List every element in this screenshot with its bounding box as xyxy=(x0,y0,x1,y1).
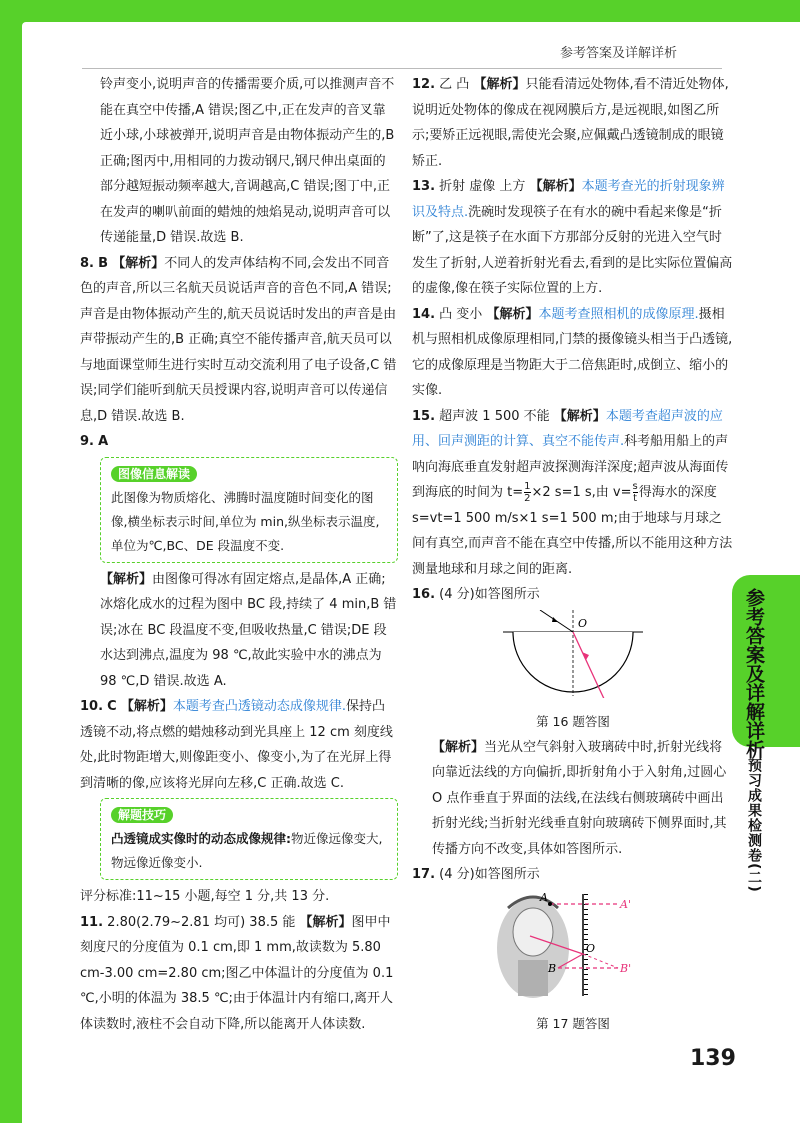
q9-answer: A xyxy=(98,434,109,449)
side-tab-label: 参考答案及详解详析 xyxy=(743,588,765,759)
figure-17-caption: 第 17 题答图 xyxy=(536,1016,610,1031)
incident-arrow xyxy=(552,617,558,622)
q11-block xyxy=(80,910,398,1038)
q14-number: 14. xyxy=(412,306,436,322)
q10-analysis-tag: 【解析】 xyxy=(120,699,173,714)
tips-text: 物近像远像变大,物远像近像变小. xyxy=(111,831,383,870)
figure-16-label-o: O xyxy=(578,616,588,630)
figure-16-caption: 第 16 题答图 xyxy=(536,714,610,729)
q15-analysis-3: =1 s,由 v= xyxy=(561,485,632,500)
figure-17-diagram xyxy=(488,890,658,1000)
header-rule xyxy=(82,68,722,69)
q17-number: 17. xyxy=(412,867,436,882)
q9-analysis-block xyxy=(80,567,398,695)
q11-number: 11. xyxy=(80,914,104,930)
q16-analysis-block xyxy=(412,735,734,863)
q12-block xyxy=(412,72,734,174)
q12-number: 12. xyxy=(412,77,436,92)
q10-analysis: 保持凸透镜不动,将点燃的蜡烛移动到光具座上 12 cm 刻度线处,此时物距增大,则像距变小、像变小,为了在光屏上得到清晰的像,应该将光屏向左移,C 正确.故选 C. xyxy=(80,699,393,791)
q10-number: 10. xyxy=(80,699,104,714)
q17-heading: (4 分)如答图所示 xyxy=(439,867,540,882)
q17-head xyxy=(412,862,734,888)
q13-answer: 折射 虚像 上方 xyxy=(439,179,526,194)
q16-number: 16. xyxy=(412,587,436,602)
label-b-prime: B' xyxy=(620,961,632,975)
q15-analysis-1: 科考船用船上的声呐向海底垂直发射超声波探测海洋深度;超声波从海面传到海底的时间为 t= xyxy=(412,434,729,500)
q15-analysis-5: =1 500 m;由于地球与月球之间有真空,而声音不能在真空中传播,所以不能用这种方法测量地球和月球之间的距离. xyxy=(412,510,733,577)
q8-analysis: 不同人的发声体结构不同,会发出不同音色的声音,所以三名航天员说话声音的音色不同,A 错误;声音是由物体振动产生的,航天员说话时发出的声音是由声带振动产生的,B 正确;真空不能传播声音,航天员可以与地面课堂师生进行实时互动交流利用了电子设备,C 错误;同学们能听到航天员授课内容,说明声音可以传递信息,D 错误.故选 B. xyxy=(80,255,397,424)
q11-analysis-tag: 【解析】 xyxy=(299,914,352,930)
q12-analysis-tag: 【解析】 xyxy=(473,77,526,92)
exit-ray xyxy=(598,686,606,698)
label-a: A xyxy=(540,890,548,904)
q8-number: 8. xyxy=(80,255,94,271)
q14-topic: 本题考查照相机的成像原理. xyxy=(538,306,699,322)
label-a-prime: A' xyxy=(620,897,631,911)
image-info-tag: 图像信息解读 xyxy=(111,466,197,482)
q16-analysis-tag: 【解析】 xyxy=(432,739,485,755)
label-o: O xyxy=(586,941,596,955)
q15-number: 15. xyxy=(412,408,436,424)
q9-analysis-tag: 【解析】 xyxy=(100,571,153,587)
q15-analysis-tag: 【解析】 xyxy=(553,408,606,424)
q11-analysis: 图甲中刻度尺的分度值为 0.1 cm,即 1 mm,故读数为 5.80 cm-3.00 cm=2.80 cm;图乙中体温计的分度值为 0.1 ℃,小明的体温为 38.5 ℃;由于体温计内有缩口,离开人体读数时,液柱不会自动下降,所以能离开人体读数. xyxy=(80,914,394,1032)
q14-block xyxy=(412,302,734,404)
figure-16 xyxy=(412,610,734,708)
q15-analysis-4: 得海水的深度 s=vt=1 500 m/s×1 s xyxy=(412,485,717,526)
side-subtitle: 预习成果检测卷(二) xyxy=(746,758,762,893)
scoring-standard: 评分标准:11~15 小题,每空 1 分,共 13 分. xyxy=(80,889,330,904)
q13-analysis-tag: 【解析】 xyxy=(529,179,582,194)
q12-answer: 乙 凸 xyxy=(439,77,470,92)
q13-number: 13. xyxy=(412,179,436,194)
q16-heading: (4 分)如答图所示 xyxy=(439,587,540,602)
right-column xyxy=(412,72,734,1037)
left-column xyxy=(80,72,398,1037)
q13-block xyxy=(412,174,734,302)
q14-analysis: 摄相机与照相机成像原理相同,门禁的摄像镜头相当于凸透镜,它的成像原理是当物距大于二倍焦距时,成倒立、缩小的实像. xyxy=(412,306,733,398)
q13-analysis: 洗碗时发现筷子在有水的碗中看起来像是“折断”了,这是筷子在水面下方那部分反射的光进入空气时发生了折射,人逆着折射光看去,看到的是比实际位置偏高的虚像,像在筷子实际位置的上方. xyxy=(412,204,733,296)
q7-continuation: 铃声变小,说明声音的传播需要介质,可以推测声音不能在真空中传播,A 错误;图乙中,正在发声的音叉靠近小球,小球被弹开,说明声音是由物体振动产生的,B 正确;图丙中,用相同的力拨动钢尺,钢尺伸出桌面的部分越短振动频率越大,音调越高,C 错误;图丁中,正在发声的喇叭前面的蜡烛的烛焰晃动,说明声音可以传递能量,D 错误.故选 B. xyxy=(100,77,395,245)
label-b: B xyxy=(548,961,557,975)
q15-analysis-2: ×2 s xyxy=(531,485,562,500)
q9-analysis: 由图像可得冰有固定熔点,是晶体,A 正确;冰熔化成水的过程为图中 BC 段,持续了 4 min,B 错误;冰在 BC 段温度不变,但吸收热量,C 错误;DE 段水达到沸点,温度为 98 ℃,故此实验中水的沸点为 98 ℃,D 错误.故选 A. xyxy=(100,571,397,689)
virtual-ray xyxy=(583,954,618,968)
q15-answer: 超声波 1 500 不能 xyxy=(439,408,550,424)
q16-analysis: 当光从空气斜射入玻璃砖中时,折射光线将向靠近法线的方向偏折,即折射角小于入射角,过圆心 O 点作垂直于界面的法线,在法线右侧玻璃砖中画出折射光线;当折射光线垂直射向玻璃砖下侧界面时,其传播方向不改变,具体如答图所示. xyxy=(432,739,727,857)
q11-answer: 2.80(2.79~2.81 均可) 38.5 能 xyxy=(107,914,296,930)
q10-answer: C xyxy=(107,699,117,714)
q8-block xyxy=(80,251,398,430)
point-a-dot xyxy=(548,902,552,906)
q14-answer: 凸 变小 xyxy=(439,306,483,322)
q14-analysis-tag: 【解析】 xyxy=(486,306,539,322)
image-info-text: 此图像为物质熔化、沸腾时温度随时间变化的图像,横坐标表示时间,单位为 min,纵坐标表示温度,单位为℃,BC、DE 段温度不变. xyxy=(111,489,380,553)
tips-bold: 凸透镜成实像时的动态成像规律: xyxy=(111,831,291,846)
q8-analysis-tag: 【解析】 xyxy=(112,255,165,271)
q13-topic: 本题考查光的折射现象辨识及特点. xyxy=(412,179,725,220)
image-info-box xyxy=(100,457,398,563)
q9-number: 9. xyxy=(80,434,94,449)
tips-box xyxy=(100,798,398,880)
page-number: 139 xyxy=(690,1046,736,1071)
q12-analysis: 只能看清远处物体,看不清近处物体,说明近处物体的像成在视网膜后方,是远视眼,如图乙所示;要矫正远视眼,需使光会聚,应佩戴凸透镜制成的眼镜矫正. xyxy=(412,77,729,169)
header-corner xyxy=(700,22,800,74)
q15-topic: 本题考查超声波的应用、回声测距的计算、真空不能传声. xyxy=(412,408,723,449)
q15-fraction-speed: $\frac{s}{t}$ xyxy=(632,481,638,504)
q8-answer: B xyxy=(98,255,109,271)
q15-block xyxy=(412,404,734,583)
running-header: 参考答案及详解详析 xyxy=(560,46,678,61)
figure-16-diagram xyxy=(498,610,648,698)
q15-fraction-half: $\frac{1}{2}$ xyxy=(524,481,531,504)
q9-head xyxy=(80,429,398,455)
q16-head xyxy=(412,582,734,608)
tips-tag: 解题技巧 xyxy=(111,807,173,823)
figure-17 xyxy=(412,890,734,1010)
q10-topic: 本题考查凸透镜动态成像规律. xyxy=(172,699,347,714)
opera-mask-body xyxy=(518,960,548,996)
q10-block xyxy=(80,694,398,796)
opera-mask-face xyxy=(513,908,553,956)
